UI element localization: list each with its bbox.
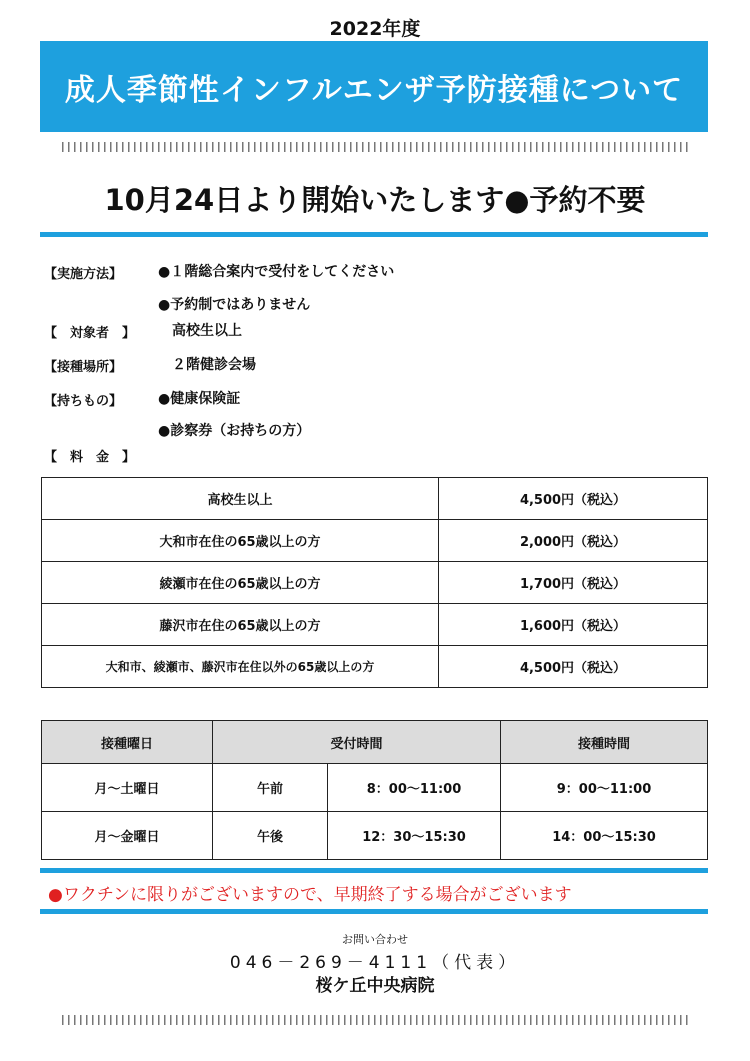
fee-target: 大和市在住の65歳以上の方: [42, 520, 439, 562]
title-banner: [40, 41, 708, 132]
fee-target: 大和市、綾瀬市、藤沢市在住以外の65歳以上の方: [42, 646, 439, 688]
detail-target-value: 高校生以上: [158, 323, 242, 339]
schedule-days: 月～土曜日: [42, 764, 213, 812]
blue-rule: [40, 868, 708, 873]
table-row: [42, 562, 708, 604]
start-notice: 10月24日より開始いたします●予約不要: [104, 183, 646, 217]
header-reception: 受付時間: [213, 721, 501, 764]
schedule-vaccination: 9：00～11:00: [501, 764, 708, 812]
blue-rule: [40, 232, 708, 237]
fee-price: 2,000円（税込）: [439, 520, 708, 562]
schedule-vaccination: 14：00～15:30: [501, 812, 708, 860]
detail-method-line-2: ●予約制ではありません: [158, 297, 311, 313]
schedule-table: [41, 720, 708, 860]
warning-notice: ●ワクチンに限りがございますので、早期終了する場合がございます: [48, 885, 572, 905]
schedule-period: 午前: [213, 764, 328, 812]
detail-label-fee: 【 料 金 】: [44, 450, 136, 465]
blue-rule: [40, 909, 708, 914]
detail-label-place: 【接種場所】: [44, 360, 123, 375]
detail-items-line-1: ●健康保険証: [158, 391, 241, 407]
header-days: 接種曜日: [42, 721, 213, 764]
tick-divider-bottom: [62, 1015, 688, 1025]
table-row: [42, 604, 708, 646]
detail-items-line-2: ●診察券（お持ちの方）: [158, 423, 311, 439]
contact-label: お問い合わせ: [342, 933, 408, 946]
detail-label-items: 【持ちもの】: [44, 394, 123, 409]
table-row: [42, 646, 708, 688]
schedule-period: 午後: [213, 812, 328, 860]
detail-label-target: 【 対象者 】: [44, 326, 136, 341]
fee-target: 藤沢市在住の65歳以上の方: [42, 604, 439, 646]
fee-price: 1,600円（税込）: [439, 604, 708, 646]
schedule-reception: 8：00～11:00: [328, 764, 501, 812]
year-label: 2022年度: [329, 18, 421, 40]
detail-method-line-1: ●１階総合案内で受付をしてください: [158, 264, 395, 280]
fee-price: 4,500円（税込）: [439, 646, 708, 688]
table-row: [42, 812, 708, 860]
fee-target: 高校生以上: [42, 478, 439, 520]
header-vaccination: 接種時間: [501, 721, 708, 764]
detail-label-method: 【実施方法】: [44, 267, 123, 282]
table-row: [42, 478, 708, 520]
table-row: [42, 520, 708, 562]
fee-target: 綾瀬市在住の65歳以上の方: [42, 562, 439, 604]
hospital-name: 桜ケ丘中央病院: [315, 976, 435, 996]
fee-price: 4,500円（税込）: [439, 478, 708, 520]
table-row: [42, 764, 708, 812]
detail-place-value: ２階健診会場: [158, 357, 256, 373]
contact-phone: 046－269－4111（代表）: [229, 953, 521, 973]
fee-price: 1,700円（税込）: [439, 562, 708, 604]
table-header-row: [42, 721, 708, 764]
fee-table: [41, 477, 708, 688]
schedule-reception: 12：30～15:30: [328, 812, 501, 860]
schedule-days: 月～金曜日: [42, 812, 213, 860]
page-title: 成人季節性インフルエンザ予防接種について: [64, 72, 684, 108]
tick-divider-top: [62, 142, 688, 152]
